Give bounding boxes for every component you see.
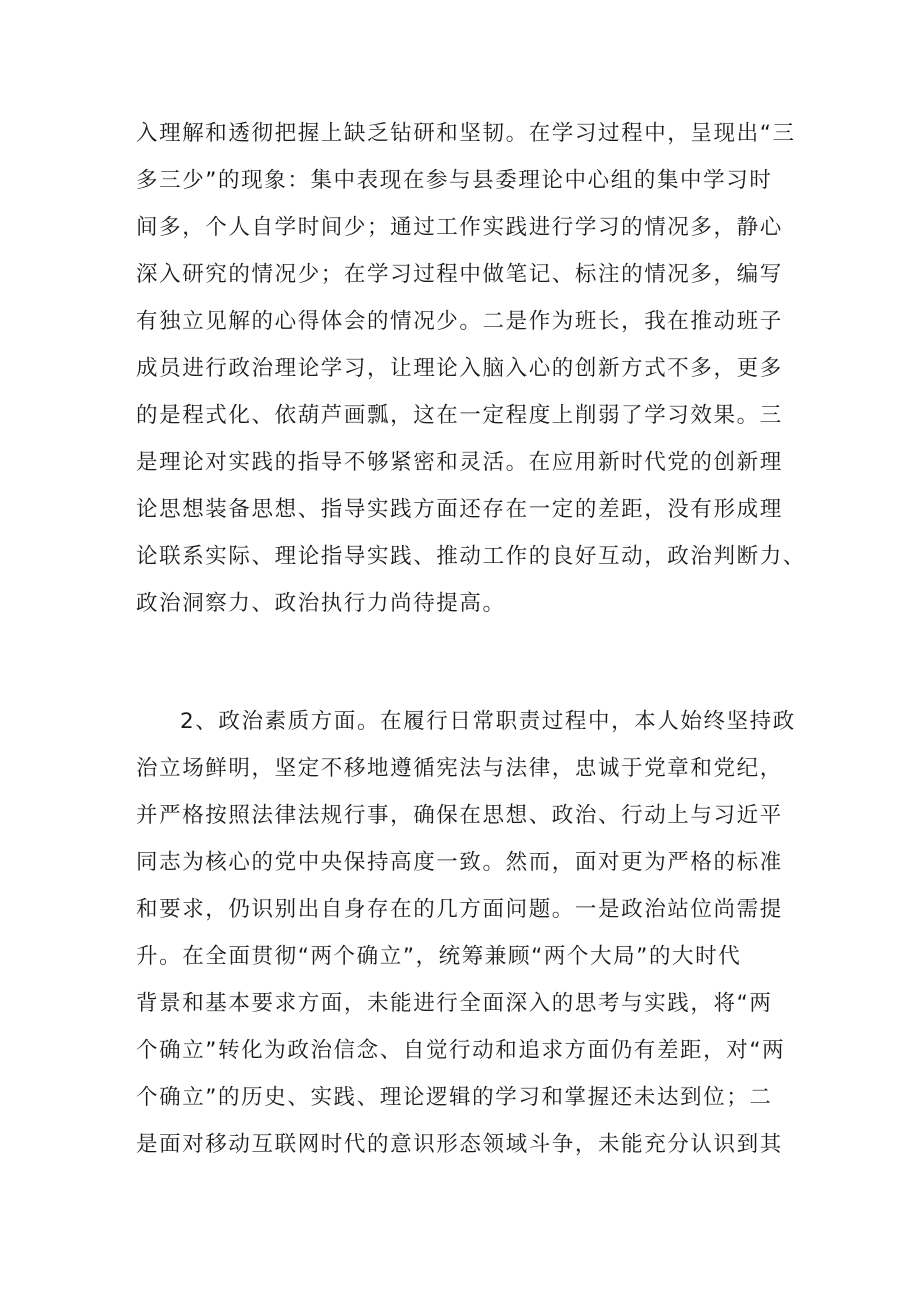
paragraph-political-quality bbox=[136, 698, 820, 1168]
text-line: 间多，个人自学时间少；通过工作实践进行学习的情况多，静心 bbox=[136, 215, 783, 240]
text-line: 个确立”的历史、实践、理论逻辑的学习和掌握还未达到位；二 bbox=[136, 1085, 773, 1110]
text-line: 多三少”的现象：集中表现在参与县委理论中心组的集中学习时 bbox=[136, 168, 773, 193]
text-line: 论联系实际、理论指导实践、推动工作的良好互动，政治判断力、 bbox=[136, 544, 806, 569]
text-line: 入理解和透彻把握上缺乏钻研和坚韧。在学习过程中，呈现出“三 bbox=[136, 121, 796, 146]
text-line: 并严格按照法律法规行事，确保在思想、政治、行动上与习近平 bbox=[136, 803, 783, 828]
text-line: 是面对移动互联网时代的意识形态领域斗争，未能充分认识到其 bbox=[136, 1132, 783, 1157]
text-line: 背景和基本要求方面，未能进行全面深入的思考与实践，将“两 bbox=[136, 991, 773, 1016]
text-line: 和要求，仍识别出自身存在的几方面问题。一是政治站位尚需提 bbox=[136, 897, 783, 922]
text-line: 深入研究的情况少；在学习过程中做笔记、标注的情况多，编写 bbox=[136, 262, 783, 287]
text-line: 成员进行政治理论学习，让理论入脑入心的创新方式不多，更多 bbox=[136, 356, 783, 381]
text-line: 有独立见解的心得体会的情况少。二是作为班长，我在推动班子 bbox=[136, 309, 783, 334]
text-line: 同志为核心的党中央保持高度一致。然而，面对更为严格的标准 bbox=[136, 850, 783, 875]
text-line: 政治洞察力、政治执行力尚待提高。 bbox=[136, 591, 506, 616]
text-line: 升。在全面贯彻“两个确立”，统筹兼顾“两个大局”的大时代 bbox=[136, 944, 742, 969]
text-line: 是理论对实践的指导不够紧密和灵活。在应用新时代党的创新理 bbox=[136, 450, 783, 475]
text-line-first: 2、政治素质方面。在履行日常职责过程中，本人始终坚持政 bbox=[180, 709, 796, 734]
text-line: 治立场鲜明，坚定不移地遵循宪法与法律，忠诚于党章和党纪， bbox=[136, 756, 783, 781]
text-line: 的是程式化、依葫芦画瓢，这在一定程度上削弱了学习效果。三 bbox=[136, 403, 783, 428]
paragraph-study-problems bbox=[136, 110, 820, 627]
text-line: 论思想装备思想、指导实践方面还存在一定的差距，没有形成理 bbox=[136, 497, 783, 522]
text-line: 个确立”转化为政治信念、自觉行动和追求方面仍有差距，对“两 bbox=[136, 1038, 786, 1063]
